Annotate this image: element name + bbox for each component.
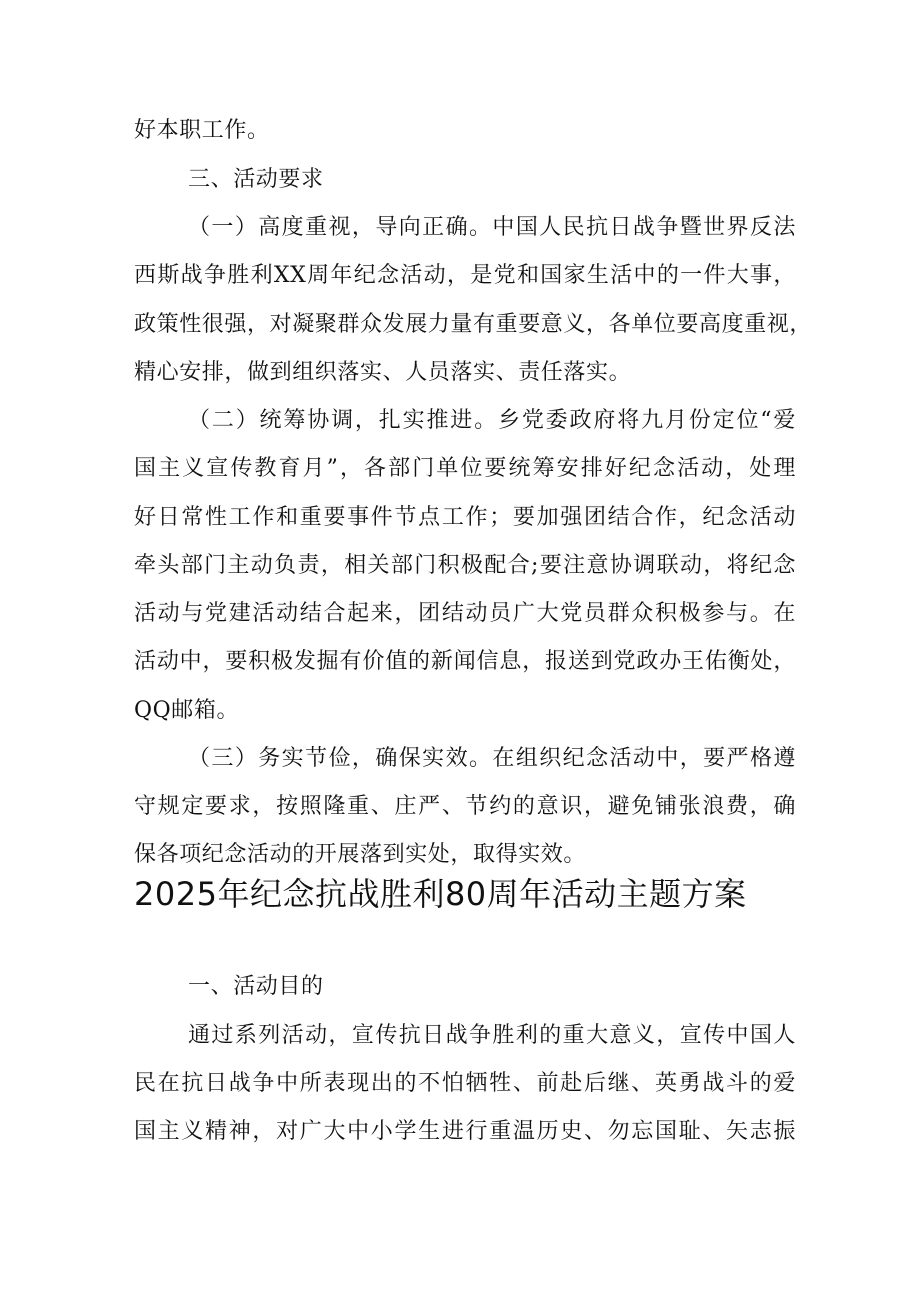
document-title: 2025年纪念抗战胜利80周年活动主题方案 [134, 875, 747, 913]
paragraph-line: QQ邮箱。 [134, 698, 240, 723]
paragraph-line: 精心安排，做到组织落实、人员落实、责任落实。 [134, 360, 632, 385]
paragraph-line: 国主义精神，对广大中小学生进行重温历史、勿忘国耻、矢志振 [134, 1119, 796, 1144]
paragraph-line: 好日常性工作和重要事件节点工作；要加强团结合作，纪念活动 [134, 505, 796, 530]
paragraph-line: 民在抗日战争中所表现出的不怕牺牲、前赴后继、英勇战斗的爱 [134, 1071, 796, 1096]
paragraph-line: 牵头部门主动负责，相关部门积极配合;要注意协调联动，将纪念 [134, 553, 796, 578]
section-heading-requirements: 三、活动要求 [188, 167, 324, 192]
paragraph-line: 活动与党建活动结合起来，团结动员广大党员群众积极参与。在 [134, 601, 796, 626]
section-heading-purpose: 一、活动目的 [188, 974, 324, 999]
paragraph-line: 政策性很强，对凝聚群众发展力量有重要意义，各单位要高度重视， [134, 312, 813, 337]
paragraph-line: （二）统筹协调，扎实推进。乡党委政府将九月份定位“爱 [188, 408, 796, 433]
paragraph-line: 好本职工作。 [134, 118, 270, 143]
paragraph-line: 保各项纪念活动的开展落到实处，取得实效。 [134, 842, 587, 867]
paragraph-line: 守规定要求，按照隆重、庄严、节约的意识，避免铺张浪费，确 [134, 794, 796, 819]
paragraph-line: 国主义宣传教育月”，各部门单位要统筹安排好纪念活动，处理 [134, 456, 796, 481]
paragraph-line: （一）高度重视，导向正确。中国人民抗日战争暨世界反法 [188, 215, 796, 240]
paragraph-line: 活动中，要积极发掘有价值的新闻信息，报送到党政办王佑衡处， [134, 649, 796, 674]
paragraph-line: 通过系列活动，宣传抗日战争胜利的重大意义，宣传中国人 [188, 1023, 796, 1048]
paragraph-line: 西斯战争胜利XX周年纪念活动，是党和国家生活中的一件大事， [134, 263, 796, 288]
paragraph-line: （三）务实节俭，确保实效。在组织纪念活动中，要严格遵 [188, 746, 796, 771]
